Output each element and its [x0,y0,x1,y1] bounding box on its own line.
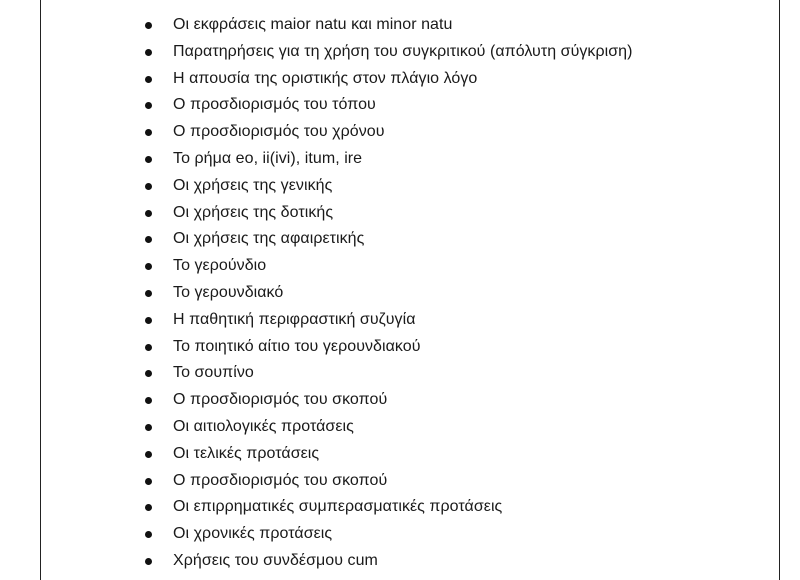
list-item-text: Ο προσδιορισμός του χρόνου [173,123,385,141]
list-item-text: Η απουσία της οριστικής στον πλάγιο λόγο [173,69,478,87]
list-item-text: Οι τελικές προτάσεις [173,444,320,462]
list-item-text: Το γερούνδιο [173,257,267,275]
bullet-icon [145,424,152,431]
bullet-icon [145,451,152,458]
list-item-text: Ο προσδιορισμός του σκοπού [173,391,388,409]
bullet-icon [145,76,152,83]
list-item-text: Η παθητική περιφραστική συζυγία [173,310,416,328]
list-item-text: Οι χρήσεις της αφαιρετικής [173,230,365,248]
list-item-text: Το ρήμα eo, ii(ivi), itum, ire [173,149,363,167]
bullet-icon [145,49,152,56]
list-item-text: Το ποιητικό αίτιο του γερουνδιακού [173,337,421,355]
list-item-text: Οι αιτιολογικές προτάσεις [173,417,354,435]
list-item-text: Οι επιρρηματικές συμπερασματικές προτάσεις [173,498,503,516]
list-item-text: Ο προσδιορισμός του τόπου [173,96,376,114]
bullet-icon [145,317,152,324]
list-item-text: Χρήσεις του συνδέσμου cum [173,551,378,569]
list-item-text: Οι χρήσεις της γενικής [173,176,333,194]
list-item-text: Οι χρήσεις της δοτικής [173,203,334,221]
list-item-text: Το γερουνδιακό [173,283,284,301]
bullet-icon [145,22,152,29]
list-item-text: Ο προσδιορισμός του σκοπού [173,471,388,489]
bullet-icon [145,156,152,163]
bullet-icon [145,344,152,351]
list-item-text: Παρατηρήσεις για τη χρήση του συγκριτικού (απόλυτη σύγκριση) [173,42,633,60]
bullet-icon [145,478,152,485]
bullet-icon [145,183,152,190]
list-item-text: Οι χρονικές προτάσεις [173,525,333,543]
bullet-icon [145,210,152,217]
list-item-text: Οι εκφράσεις maior natu και minor natu [173,16,453,33]
list-item-text: Το σουπίνο [173,364,254,382]
bullet-icon [145,558,152,565]
bullet-icon [145,290,152,297]
